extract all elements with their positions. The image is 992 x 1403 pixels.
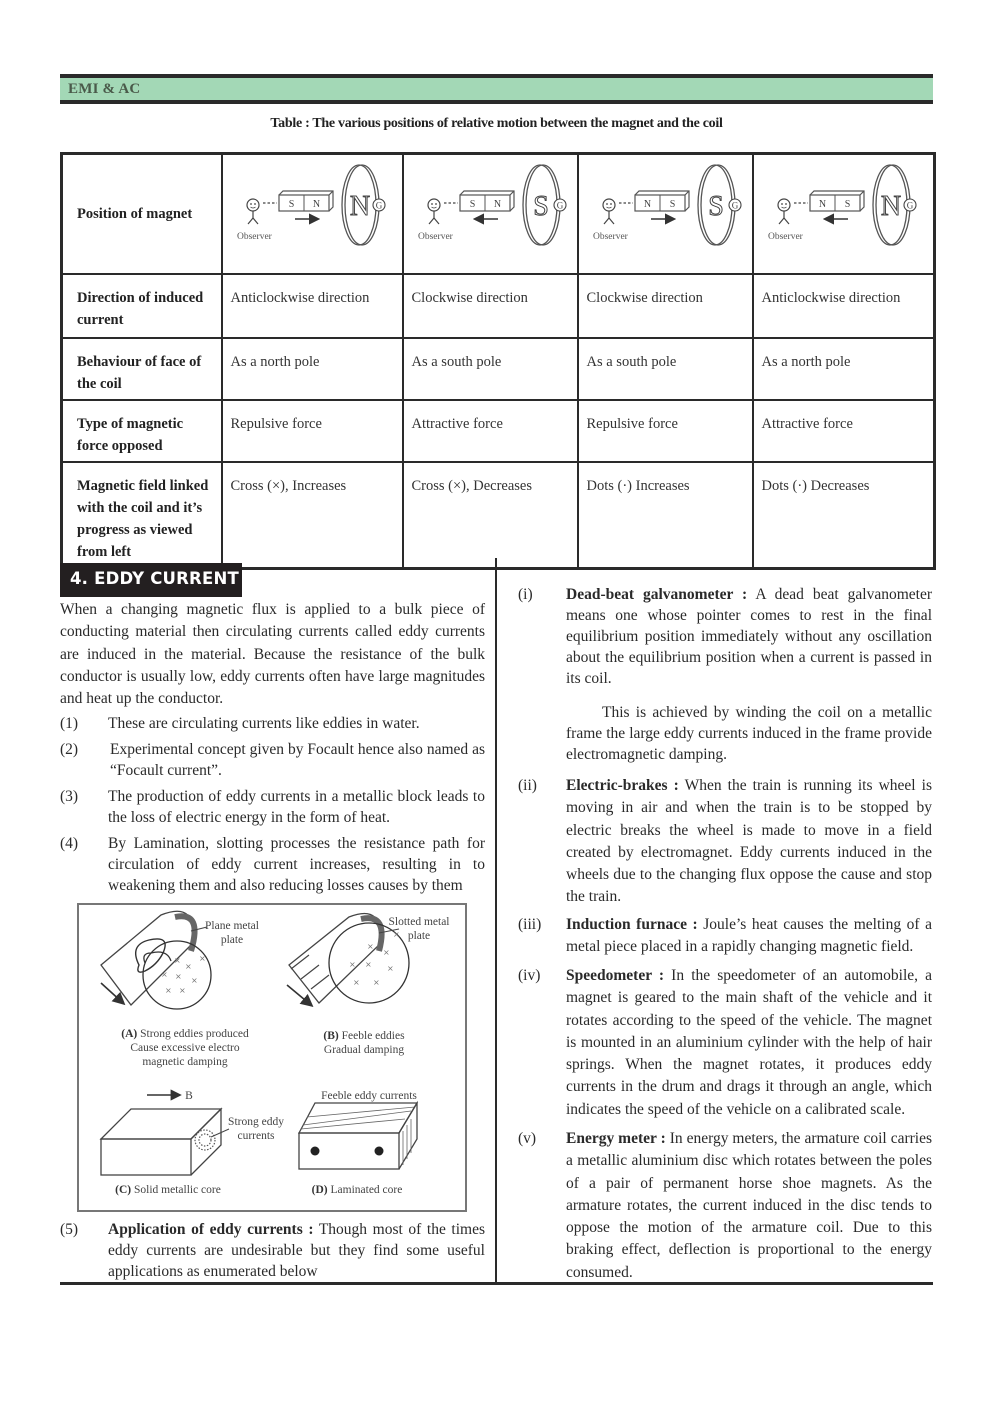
svg-text:×: ×	[175, 972, 182, 981]
figure-callout: Plane metal plate	[205, 920, 259, 946]
list-item	[60, 739, 485, 783]
svg-text:Observer: Observer	[592, 232, 628, 242]
observer-icon	[603, 199, 615, 224]
application-item	[518, 1128, 932, 1284]
item-number: (1)	[60, 715, 79, 732]
table-cell: Dots (·) Increases	[578, 462, 753, 569]
table-cell: Repulsive force	[222, 400, 403, 462]
item-text: Dead-beat galvanometer : A dead beat galvanometer means one whose pointer comes to rest in the final equilibrium position immediately without any oscillation about the equilibrium position when a current is passed in its coil.	[566, 586, 932, 687]
item-text: Energy meter : In energy meters, the armature coil carries a metallic aluminium disc which rotates between the poles of a pair of permanent horse shoe magnets. As the armature rotates, the current induced in the disc tends to oppose the motion of the armature coil. Due to this braking effect, deflection is proportional to the energy consumed.	[566, 1130, 932, 1281]
svg-text:G: G	[731, 200, 738, 211]
list-item	[60, 1219, 485, 1285]
svg-text:S: S	[669, 199, 675, 210]
svg-text:S: S	[532, 191, 549, 222]
table-caption: Table : The various positions of relative motion between the magnet and the coil	[270, 116, 723, 131]
observer-icon	[428, 199, 440, 224]
svg-text:Observer: Observer	[236, 232, 272, 242]
item-number: (3)	[60, 788, 79, 805]
plane-plate-diagram	[101, 911, 211, 1009]
svg-text:N: N	[880, 191, 901, 222]
svg-text:G: G	[375, 200, 382, 211]
application-item	[518, 965, 932, 1121]
svg-text:×: ×	[165, 986, 172, 995]
coil-icon	[342, 165, 385, 245]
svg-text:×: ×	[383, 948, 390, 957]
table-row	[62, 400, 935, 462]
magnet-figure-cell	[578, 154, 753, 275]
section-title: 4. EDDY CURRENT	[60, 563, 242, 597]
coil-icon	[873, 165, 916, 245]
svg-text:G: G	[906, 200, 913, 211]
item-text: By Lamination, slotting processes the resistance path for circulation of eddy current increases, resulting in to weakening them and also reducing losses causes by them	[108, 835, 485, 894]
table-cell: Attractive force	[753, 400, 935, 462]
magnet-coil-svg	[223, 155, 398, 273]
table-cell: As a north pole	[222, 338, 403, 400]
coil-icon	[698, 165, 741, 245]
coil-icon	[523, 165, 566, 245]
field-label: B	[185, 1090, 193, 1102]
application-item	[518, 914, 932, 958]
item-text: These are circulating currents like eddies in water.	[108, 715, 420, 732]
item-number: (iii)	[518, 916, 542, 933]
item-number: (v)	[518, 1130, 537, 1147]
application-item	[518, 584, 932, 694]
table-cell: Cross (×), Increases	[222, 462, 403, 569]
figure-callout: Strong eddy currents	[228, 1116, 284, 1142]
figure-callout: Feeble eddy currents	[321, 1090, 417, 1102]
svg-text:S: S	[469, 199, 475, 210]
item-number: (2)	[60, 741, 79, 758]
observer-icon	[247, 199, 259, 224]
item-text: Application of eddy currents : Though most of the times eddy currents are undesirable but they find some useful applications as enumerated below	[108, 1221, 485, 1280]
item-text: The production of eddy currents in a metallic block leads to the loss of electric energy in the form of heat.	[108, 788, 485, 826]
table-cell: Clockwise direction	[403, 274, 578, 338]
svg-text:N: N	[643, 199, 651, 210]
application-item	[518, 775, 932, 907]
svg-text:S: S	[844, 199, 850, 210]
svg-text:×: ×	[365, 960, 372, 969]
figure-caption: (D) Laminated core	[311, 1184, 403, 1196]
item-number: (4)	[60, 835, 79, 852]
table-cell: Dots (·) Decreases	[753, 462, 935, 569]
svg-text:×: ×	[161, 970, 168, 979]
table-row	[62, 274, 935, 338]
table-cell: Anticlockwise direction	[222, 274, 403, 338]
svg-text:Observer: Observer	[767, 232, 803, 242]
table-cell: Cross (×), Decreases	[403, 462, 578, 569]
list-item	[60, 713, 485, 735]
item-text: Speedometer : In the speedometer of an automobile, a magnet is geared to the main shaft of the vehicle and it rotates according to the speed of the vehicle. The magnet is mounted in an aluminium cylinder with the help of hair springs. When the magnet rotates, it produces eddy currents in the drum and drags it through an angle, which indicates the speed of the vehicle on a calibrated scale.	[566, 967, 932, 1118]
table-row	[62, 154, 935, 275]
magnet-coil-svg	[404, 155, 579, 273]
bar-magnet	[635, 191, 689, 211]
table-cell: As a south pole	[403, 338, 578, 400]
svg-text:N: N	[493, 199, 501, 210]
magnet-figure-cell	[222, 154, 403, 275]
svg-text:N: N	[818, 199, 826, 210]
table-row	[62, 462, 935, 569]
figure-caption: (C) Solid metallic core	[115, 1184, 221, 1196]
row-header: Behaviour of face of the coil	[62, 338, 222, 400]
svg-text:N: N	[312, 199, 320, 210]
magnet-coil-svg	[579, 155, 754, 273]
list-item	[60, 833, 485, 899]
figure-caption: (A) Strong eddies produced Cause excessive electro magnetic damping	[121, 1028, 249, 1068]
bar-magnet	[279, 191, 333, 211]
svg-text:×: ×	[393, 930, 400, 939]
magnet-coil-svg	[754, 155, 929, 273]
row-header: Magnetic field linked with the coil and it’s progress as viewed from left	[62, 462, 222, 569]
svg-text:×: ×	[373, 978, 380, 987]
list-item	[60, 786, 485, 830]
item-number: (5)	[60, 1221, 79, 1238]
svg-text:×: ×	[349, 960, 356, 969]
chapter-title: EMI & AC	[68, 81, 141, 97]
bar-magnet	[460, 191, 514, 211]
laminated-core-diagram	[299, 1103, 417, 1169]
eddy-current-figure	[77, 903, 467, 1212]
table-cell: Repulsive force	[578, 400, 753, 462]
svg-text:S: S	[707, 191, 724, 222]
svg-text:×: ×	[353, 978, 360, 987]
row-header: Position of magnet	[62, 154, 222, 275]
item-text: Experimental concept given by Focault hence also named as “Focault current”.	[110, 741, 485, 779]
table-cell: Anticlockwise direction	[753, 274, 935, 338]
svg-text:×: ×	[387, 964, 394, 973]
bar-magnet	[810, 191, 864, 211]
row-header: Type of magnetic force opposed	[62, 400, 222, 462]
chapter-header-band	[60, 74, 933, 104]
item-text: Electric-brakes : When the train is running its wheel is moving in air and when the train is to be stopped by electric breaks the wheel is made to move in a field created by electromagnet. Eddy currents induced in the wheels due to the changing flux oppose the cause and stop the train.	[566, 777, 932, 906]
application-note: This is achieved by winding the coil on a metallic frame the large eddy currents induced in the frame provide electromagnetic damping.	[566, 704, 932, 763]
svg-text:×: ×	[174, 956, 181, 965]
observer-icon	[778, 199, 790, 224]
solid-core-diagram	[101, 1095, 229, 1175]
svg-text:N: N	[349, 191, 370, 222]
table-cell: As a south pole	[578, 338, 753, 400]
section-intro: When a changing magnetic flux is applied to a bulk piece of conducting material then circulating currents called eddy currents are induced in the material. Because the resistance of the bulk conductor is usually low, eddy currents often have large magnitudes and heat up the conductor.	[60, 601, 485, 708]
svg-text:×: ×	[179, 986, 186, 995]
row-header: Direction of induced current	[62, 274, 222, 338]
bottom-rule	[60, 1282, 933, 1285]
table-cell: As a north pole	[753, 338, 935, 400]
figure-callout: Slotted metal plate	[388, 916, 450, 942]
svg-text:S: S	[288, 199, 294, 210]
item-number: (iv)	[518, 967, 541, 984]
figure-caption: (B) Feeble eddies Gradual damping	[323, 1030, 405, 1056]
table-cell: Attractive force	[403, 400, 578, 462]
item-text: Induction furnace : Joule’s heat causes the melting of a metal piece placed in a rapidly changing magnetic field.	[566, 916, 932, 956]
svg-text:Observer: Observer	[417, 232, 453, 242]
relative-motion-table	[60, 152, 936, 570]
magnet-figure-cell	[753, 154, 935, 275]
item-number: (i)	[518, 586, 533, 603]
table-cell: Clockwise direction	[578, 274, 753, 338]
svg-text:×: ×	[185, 962, 192, 971]
item-number: (ii)	[518, 777, 537, 794]
column-divider	[495, 558, 497, 1283]
svg-text:×: ×	[199, 954, 206, 963]
svg-text:×: ×	[191, 976, 198, 985]
svg-text:×: ×	[367, 942, 374, 951]
table-row	[62, 338, 935, 400]
magnet-figure-cell	[403, 154, 578, 275]
svg-text:G: G	[556, 200, 563, 211]
